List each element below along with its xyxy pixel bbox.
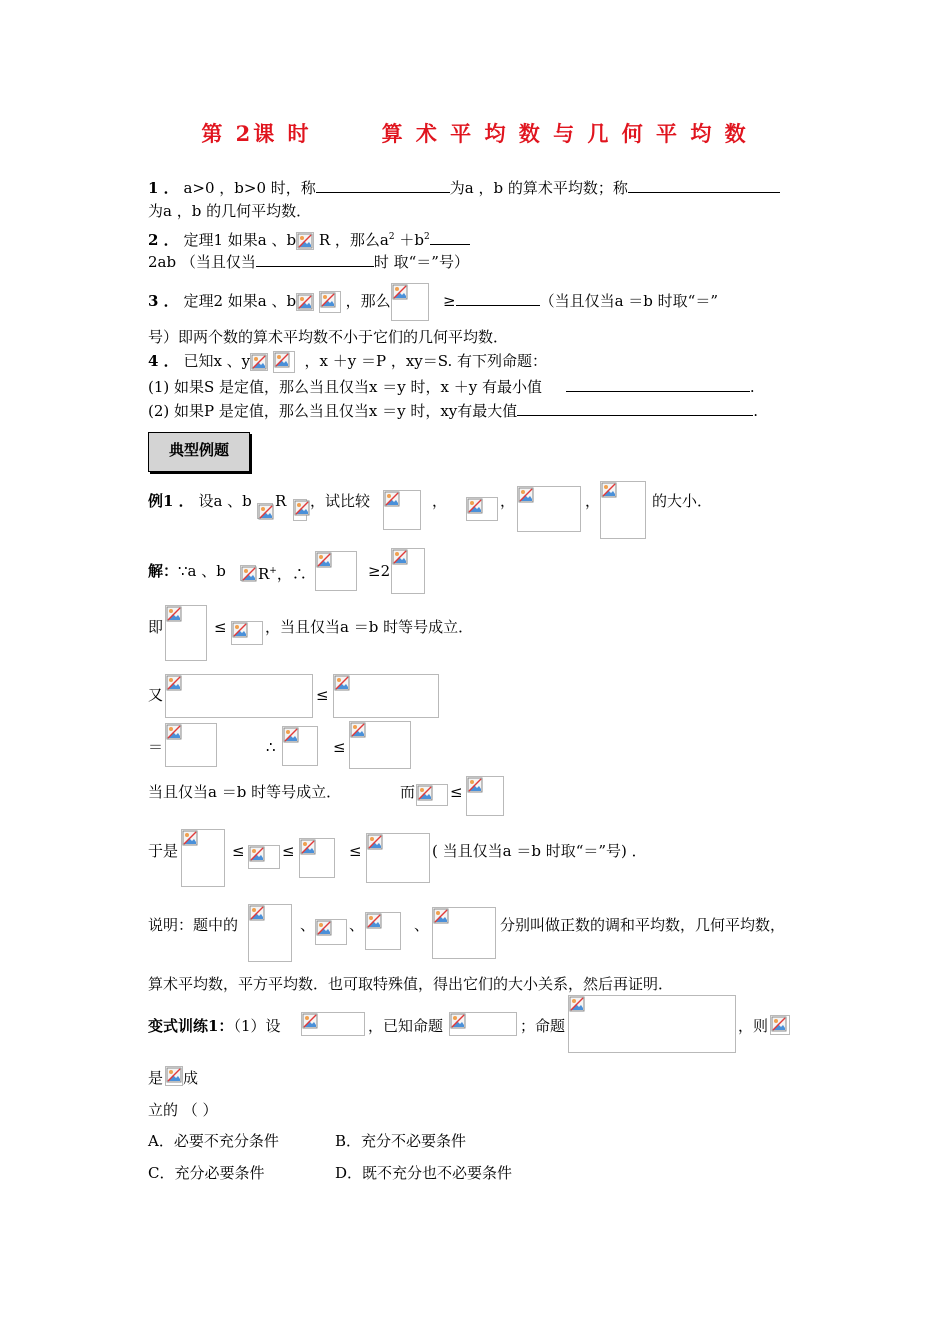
solution-line-1: 解：∵a 、b xyxy=(148,562,226,580)
broken-image-icon xyxy=(366,833,430,883)
variant-training-prompt: 立的 （ ） xyxy=(148,1101,218,1119)
broken-image-icon xyxy=(517,486,581,532)
solution-line-3: 又 xyxy=(148,686,164,704)
question-1: 1 ． a>0 ，b>0 时，称 为a ，b 的算术平均数；称 xyxy=(148,176,780,199)
broken-image-icon xyxy=(257,503,273,519)
blank xyxy=(256,250,374,267)
broken-image-icon xyxy=(315,919,347,945)
blank xyxy=(430,228,470,245)
broken-image-icon xyxy=(333,674,439,718)
broken-image-icon xyxy=(770,1015,790,1035)
broken-image-icon xyxy=(466,776,504,816)
broken-image-icon xyxy=(165,1066,183,1086)
broken-image-icon xyxy=(165,605,207,661)
lesson-title xyxy=(0,118,950,148)
blank xyxy=(517,399,753,416)
broken-image-icon xyxy=(250,353,268,371)
blank xyxy=(316,176,450,193)
broken-image-icon xyxy=(293,499,307,521)
broken-image-icon xyxy=(432,907,496,959)
note-line-1: 说明：题中的 xyxy=(148,916,239,934)
broken-image-icon xyxy=(273,351,295,373)
solution-line-2: 即 xyxy=(148,618,164,636)
option-b: B．充分不必要条件 xyxy=(335,1132,467,1150)
option-a: A．必要不充分条件 xyxy=(148,1132,279,1150)
broken-image-icon xyxy=(391,283,429,321)
question-3: 3 ． 定理2 如果a 、b ，那么 ≥ （当且仅当a ＝b 时取“＝” xyxy=(148,283,718,321)
broken-image-icon xyxy=(391,548,425,594)
broken-image-icon xyxy=(466,497,498,521)
question-2-cont: 2ab （当且仅当 时 取“＝”号） xyxy=(148,250,469,273)
solution-line-6: 于是 xyxy=(148,842,179,860)
broken-image-icon xyxy=(296,232,314,250)
solution-line-5: 当且仅当a ＝b 时等号成立． xyxy=(148,783,342,801)
option-d: D．既不充分也不必要条件 xyxy=(335,1164,513,1182)
question-1-cont: 为a ，b 的几何平均数． xyxy=(148,202,312,220)
broken-image-icon xyxy=(319,291,341,313)
broken-image-icon xyxy=(165,674,313,718)
broken-image-icon xyxy=(568,995,736,1053)
question-2: 2 ． 定理1 如果a 、b R ，那么$a^2 +b^2$ xyxy=(148,226,470,251)
broken-image-icon xyxy=(301,1012,365,1036)
solution-line-4: ＝ xyxy=(148,738,164,756)
broken-image-icon xyxy=(416,784,448,806)
note-line-2: 算术平均数，平方平均数．也可取特殊值，得出它们的大小关系，然后再证明． xyxy=(148,975,674,993)
broken-image-icon xyxy=(296,293,314,311)
variant-training-1: 变式训练1：（1）设 xyxy=(148,1017,281,1035)
broken-image-icon xyxy=(240,565,256,581)
example-1: 例1 ． 设a 、b xyxy=(148,492,252,510)
broken-image-icon xyxy=(181,829,225,887)
broken-image-icon xyxy=(299,838,335,878)
broken-image-icon xyxy=(165,723,217,767)
blank xyxy=(456,289,540,306)
broken-image-icon xyxy=(282,726,318,766)
question-4-item-2: (2) 如果P 是定值，那么当且仅当x ＝y 时，xy有最大值 . xyxy=(148,399,758,422)
blank xyxy=(628,176,780,193)
broken-image-icon xyxy=(349,721,411,769)
broken-image-icon xyxy=(248,904,292,962)
broken-image-icon xyxy=(383,490,421,530)
lesson-number: 第 2课 时 xyxy=(201,121,312,146)
question-4-item-1: (1) 如果S 是定值，那么当且仅当x ＝y 时，x ＋y 有最小值 . xyxy=(148,375,755,398)
variant-training-cont: 是 xyxy=(148,1069,164,1087)
broken-image-icon xyxy=(231,621,263,645)
section-heading: 典型例题 xyxy=(148,432,250,472)
broken-image-icon xyxy=(365,912,401,950)
broken-image-icon xyxy=(315,551,357,591)
question-4: 4 ． 已知x 、y ，x ＋y ＝P ，xy＝S. 有下列命题： xyxy=(148,350,547,373)
broken-image-icon xyxy=(248,845,280,869)
blank xyxy=(566,375,750,392)
option-c: C．充分必要条件 xyxy=(148,1164,265,1182)
broken-image-icon xyxy=(600,481,646,539)
broken-image-icon xyxy=(449,1012,517,1036)
document-page: 第 2课 时 算 术 平 均 数 与 几 何 平 均 数 1 ． a>0 ，b>0 时，称 为a ，b 的算术平均数；称 为a ，b 的几何平均数． 2 ． 定理1 如果a 、b R ，那么$a^2 +b^2$ 2ab （当且仅当 时 取“＝”号） 3 ． 定理2 如果a 、b ，那么 ≥ （当且仅当a ＝b 时取“＝” 号）即两个数的算术平均数不小于它们的几何平均数． 4 ． 已知x 、y ，x ＋y ＝P ，xy＝S. 有下列命题： (1) 如果S 是定值，那么当且仅当x ＝y 时，x ＋y 有最小值 . (2) 如果P 是定值，那么当且仅当x ＝y 时，xy有最大值 . 典型例题 例1 ． 设a 、b R ，试比较 ， ， ， 的大小． 解：∵a 、b R+，∴ ≥2 即 ≤ ，当且仅当a ＝b 时等号成立． 又 ≤ ＝ ∴ ≤ 当且仅当a ＝b 时等号成立． 而 ≤ 于是 ≤ ≤ ≤ ( 当且仅当a ＝b 时取“＝”号) ． 说明：题中的 、 、 、 分别叫做正数的调和平均数，几何平均数， 算术平均数，平方平均数．也可取特殊值，得出它们的大小关系，然后再证明． 变式训练1：（1）设 ，已知命题 ；命题 ，则 是 成 立的 （ ） A．必要不充分条件 B．充分不必要条件 C．充分必要条件 D．既不充分也不必要条件 xyxy=(0,0,950,1344)
question-3-cont: 号）即两个数的算术平均数不小于它们的几何平均数． xyxy=(148,328,509,346)
lesson-topic: 算 术 平 均 数 与 几 何 平 均 数 xyxy=(381,121,749,146)
